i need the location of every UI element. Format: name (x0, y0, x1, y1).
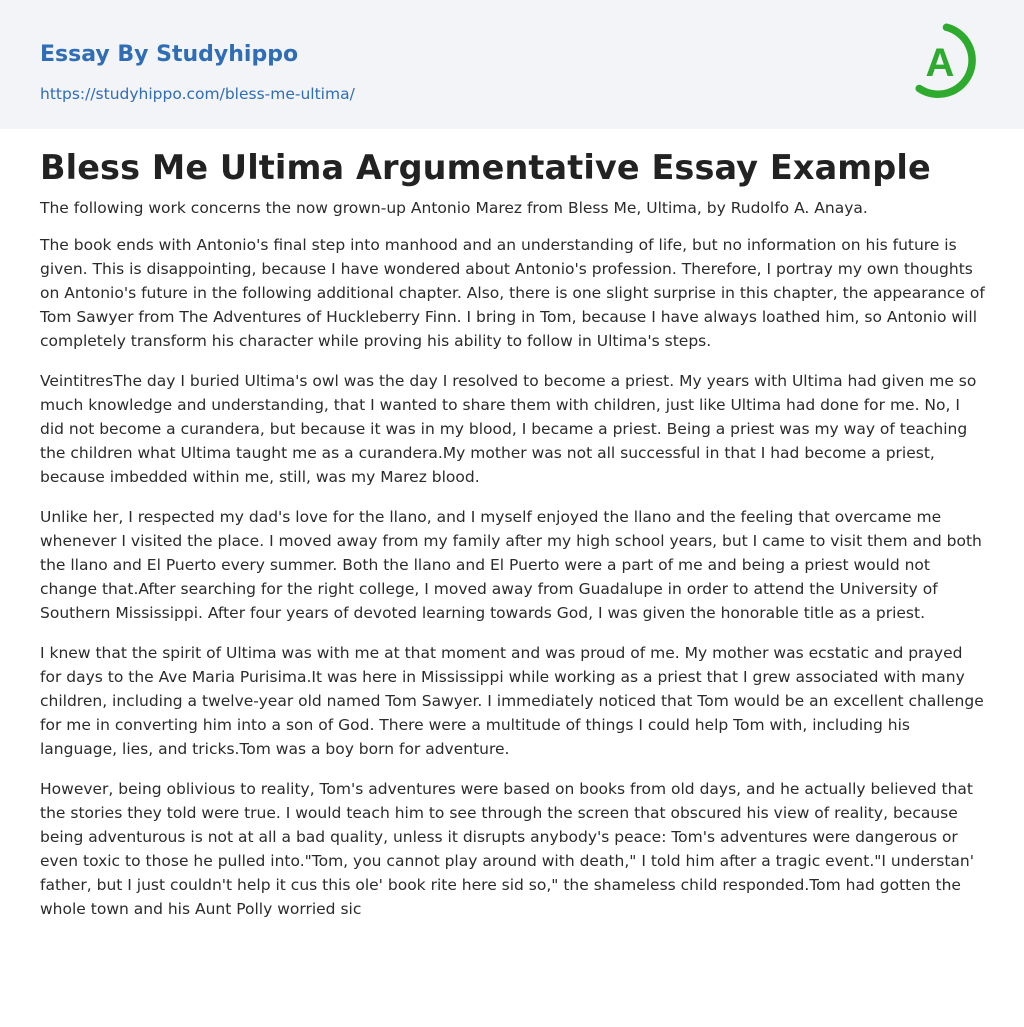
article-paragraph: VeintitresThe day I buried Ultima's owl was the day I resolved to become a priest. My years with Ultima had given me so much knowledge and understanding, that I wanted to share them with children, just like Ultima had done for me. No, I did not become a curandera, but because it was in my blood, I became a priest. Being a priest was my way of teaching the children what Ultima taught me as a curandera.My mother was not all successful in that I had become a priest, because imbedded within me, still, was my Marez blood. (40, 372, 977, 486)
article-paragraph: I knew that the spirit of Ultima was with me at that moment and was proud of me. My mother was ecstatic and prayed for days to the Ave Maria Purisima.It was here in Mississippi while working as a priest that I grew associated with many children, including a twelve-year old named Tom Sawyer. I immediately noticed that Tom would be an excellent challenge for me in converting him into a son of God. There were a multitude of things I could help Tom with, including his language, lies, and tricks.Tom was a boy born for adventure. (40, 644, 984, 758)
brand-title[interactable]: Essay By Studyhippo (40, 42, 299, 67)
logo-letter: A (925, 41, 955, 85)
studyhippo-logo-icon[interactable] (912, 20, 988, 106)
page-url-link[interactable]: https://studyhippo.com/bless-me-ultima/ (40, 85, 355, 103)
article-paragraph: The book ends with Antonio's final step into manhood and an understanding of life, but no information on his future is given. This is disappointing, because I have wondered about Antonio's profession. Therefore, I portray my own thoughts on Antonio's future in the following additional chapter. Also, there is one slight surprise in this chapter, the appearance of Tom Sawyer from The Adventures of Huckleberry Finn. I bring in Tom, because I have always loathed him, so Antonio will completely transform his character while proving his ability to follow in Ultima's steps. (40, 236, 985, 350)
article-paragraph: However, being oblivious to reality, Tom's adventures were based on books from old days, and he actually believed that the stories they told were true. I would teach him to see through the screen that obscured his view of reality, because being adventurous is not at all a bad quality, unless it disrupts anybody's peace: Tom's adventures were dangerous or even toxic to those he pulled into."Tom, you cannot play around with death," I told him after a tragic event."I understan' father, but I just couldn't help it cus this ole' book rite here sid so," the shameless child responded.Tom had gotten the whole town and his Aunt Polly worried sic (40, 780, 975, 918)
article (40, 140, 986, 937)
article-title: Bless Me Ultima Argumentative Essay Example (40, 148, 931, 187)
article-paragraph: Unlike her, I respected my dad's love for the llano, and I myself enjoyed the llano and the feeling that overcame me whenever I visited the place. I moved away from my family after my high school years, but I came to visit them and both the llano and El Puerto every summer. Both the llano and El Puerto were a part of me and being a priest would not change that.After searching for the right college, I moved away from Guadalupe in order to attend the University of Southern Mississippi. After four years of devoted learning towards God, I was given the honorable title as a priest. (40, 508, 982, 622)
article-paragraph-intro: The following work concerns the now grown-up Antonio Marez from Bless Me, Ultima, by Rudolfo A. Anaya. (40, 199, 868, 217)
site-header (0, 0, 1024, 129)
